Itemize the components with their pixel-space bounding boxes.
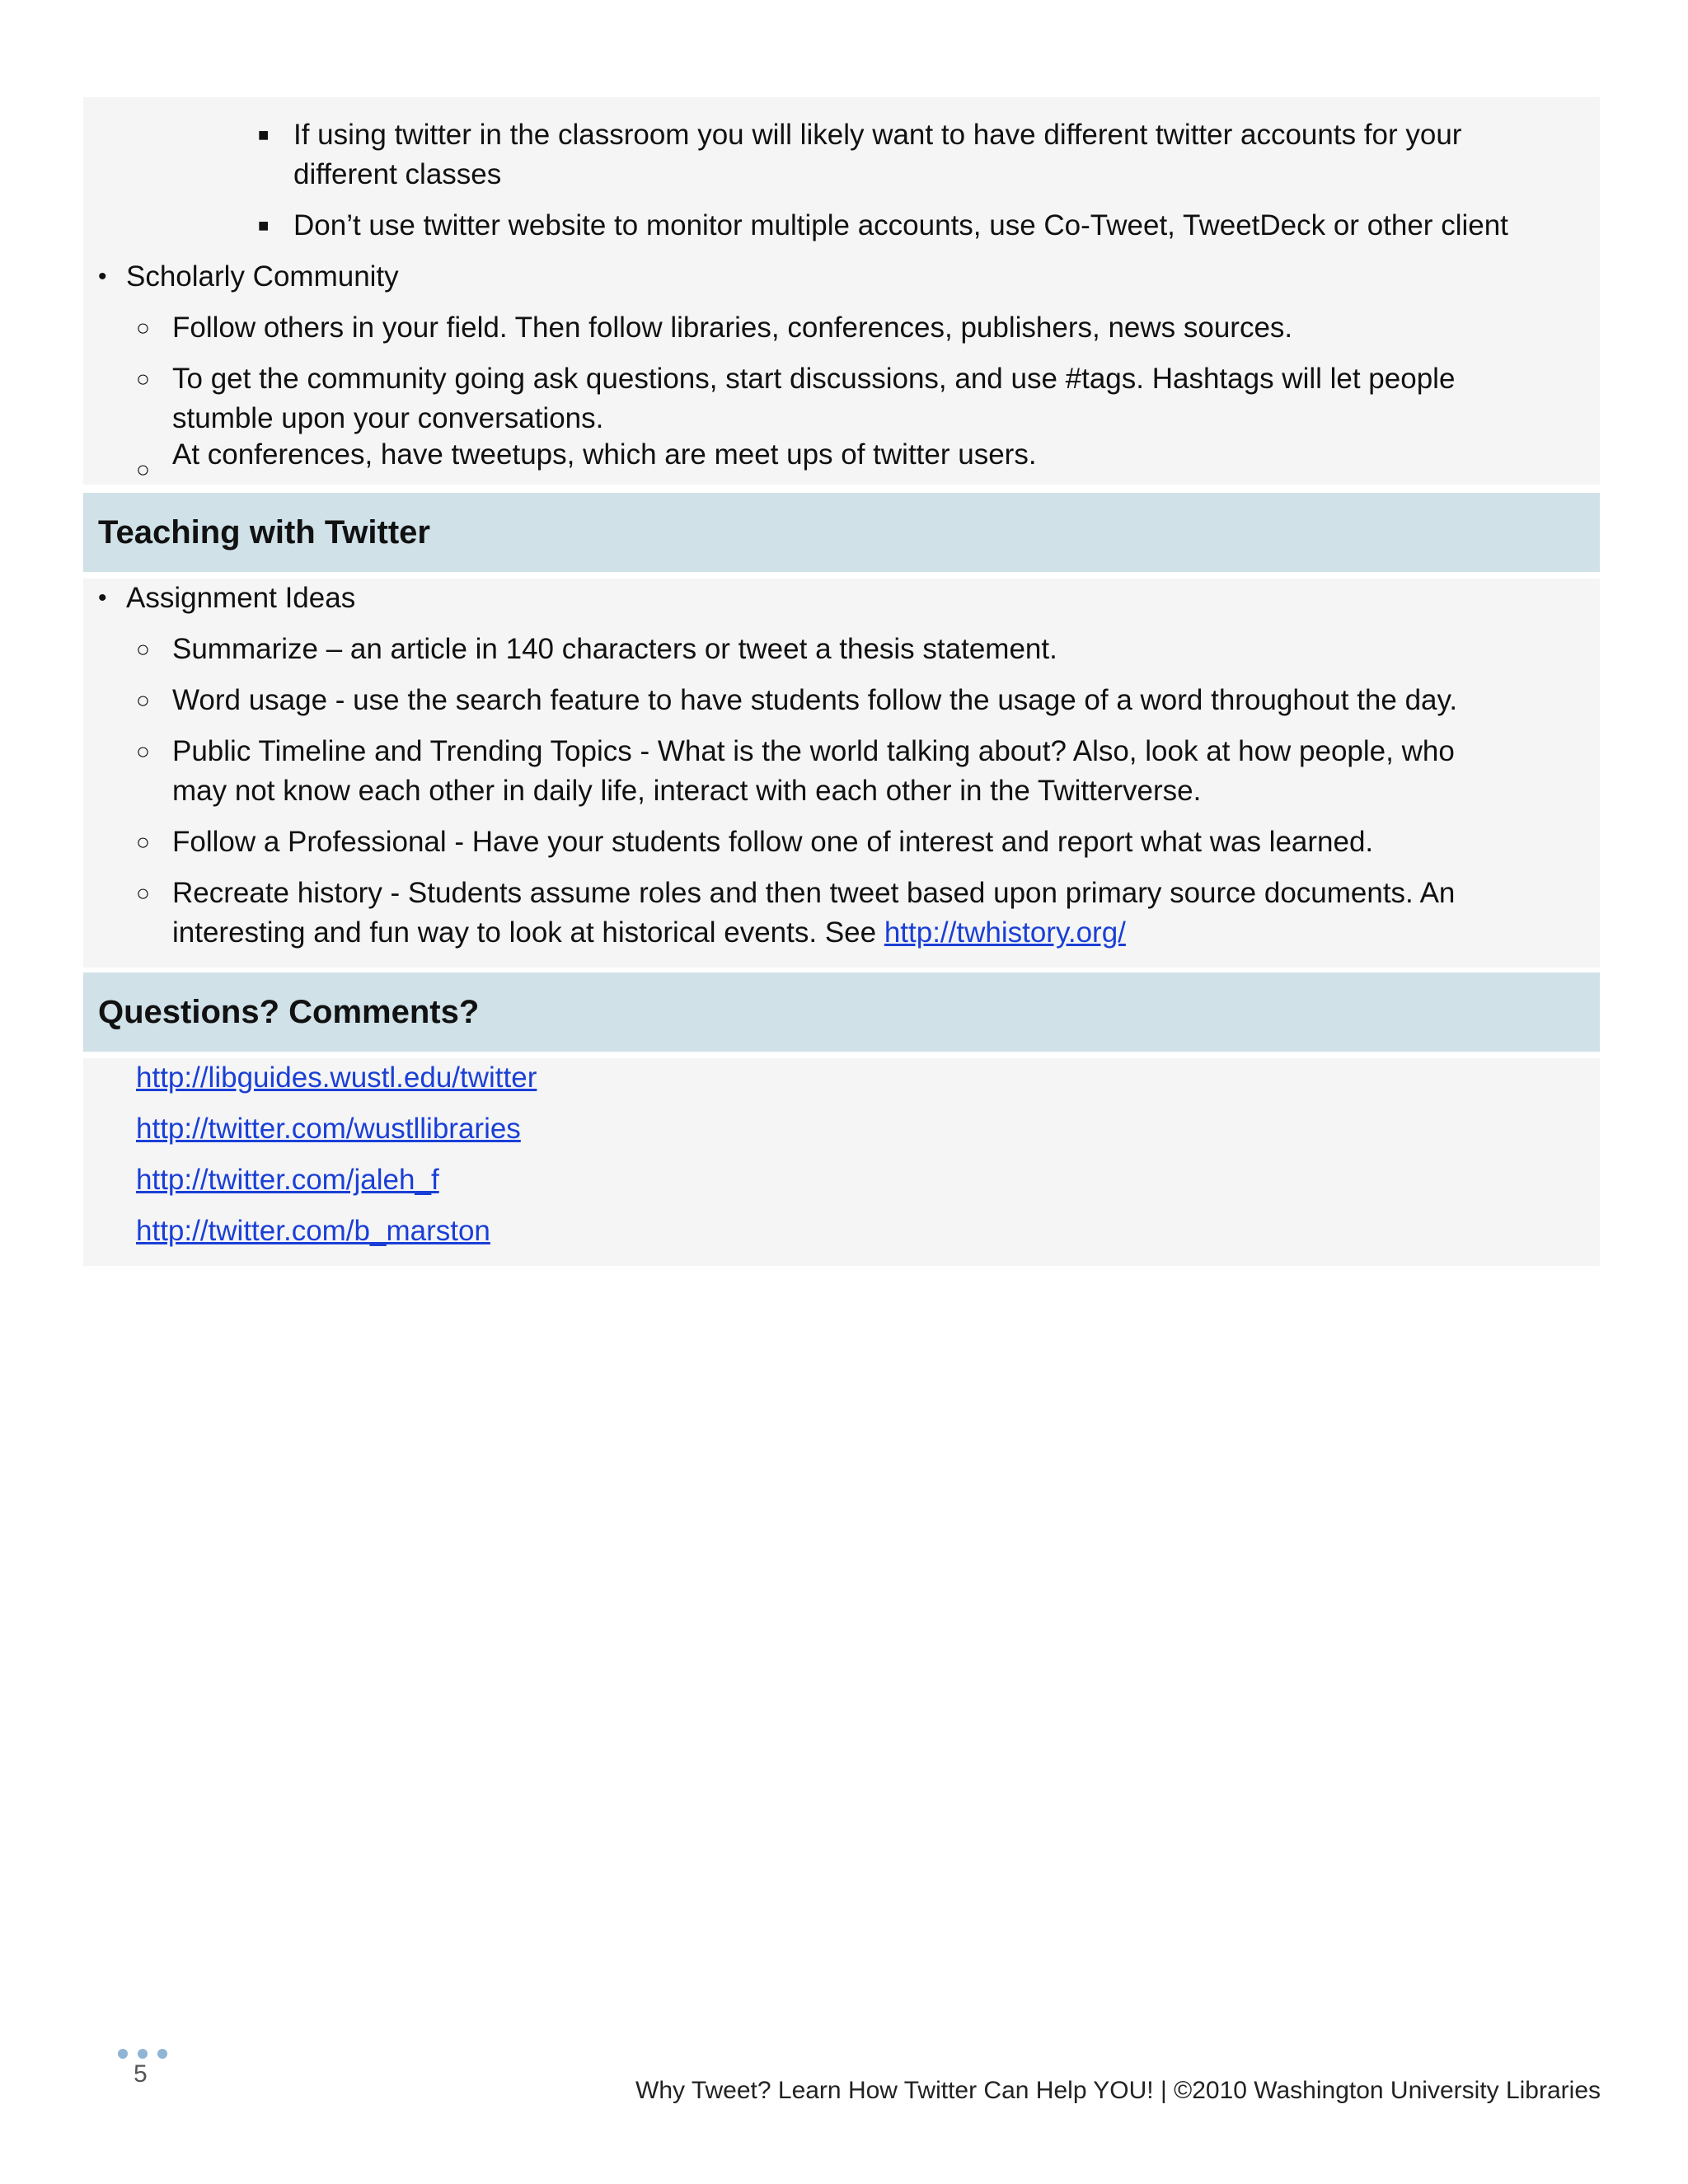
square-bullet-icon: ■ [258, 215, 270, 236]
dot-icon [157, 2049, 167, 2059]
circle-bullet-icon: ○ [136, 636, 150, 662]
libguides-link[interactable]: http://libguides.wustl.edu/twitter [136, 1062, 537, 1094]
dot-bullet-icon: • [98, 584, 107, 612]
circle-bullet-icon: ○ [136, 687, 150, 713]
list-item-line: If using twitter in the classroom you will likely want to have different twitter accounts for your [293, 119, 1462, 151]
circle-bullet-icon: ○ [136, 829, 150, 855]
list-item-line: To get the community going ask questions, start discussions, and use #tags. Hashtags will let people [172, 363, 1456, 395]
section-title: Questions? Comments? [98, 994, 480, 1030]
list-heading: Assignment Ideas [126, 582, 356, 614]
list-item-text: interesting and fun way to look at historical events. See [172, 916, 884, 949]
list-item-line: Public Timeline and Trending Topics - What is the world talking about? Also, look at how people, who [172, 735, 1455, 767]
list-item-line [172, 913, 1126, 953]
list-heading: Scholarly Community [126, 260, 399, 293]
teaching-section [83, 579, 1600, 968]
top-section [83, 97, 1600, 485]
footer-text: Why Tweet? Learn How Twitter Can Help YOU! | ©2010 Washington University Libraries [635, 2077, 1601, 2104]
marston-link[interactable]: http://twitter.com/b_marston [136, 1215, 490, 1247]
dot-icon [118, 2049, 128, 2059]
list-item-line: Summarize – an article in 140 characters or tweet a thesis statement. [172, 633, 1057, 665]
jaleh-link[interactable]: http://twitter.com/jaleh_f [136, 1164, 439, 1196]
list-item-line: Follow others in your field. Then follow libraries, conferences, publishers, news sources. [172, 312, 1293, 344]
questions-header [83, 972, 1600, 1052]
list-item-line: Word usage - use the search feature to have students follow the usage of a word throughout the day. [172, 684, 1458, 716]
dot-bullet-icon: • [98, 263, 107, 290]
circle-bullet-icon: ○ [136, 315, 150, 340]
circle-bullet-icon: ○ [136, 457, 150, 482]
list-item-line: At conferences, have tweetups, which are meet ups of twitter users. [172, 438, 1037, 471]
section-title: Teaching with Twitter [98, 514, 430, 551]
list-item-line: different classes [293, 158, 502, 190]
list-item-line: Don’t use twitter website to monitor multiple accounts, use Co-Tweet, TweetDeck or other client [293, 209, 1508, 241]
square-bullet-icon: ■ [258, 124, 270, 145]
dot-icon [138, 2049, 148, 2059]
teaching-header [83, 493, 1600, 572]
page-number: 5 [134, 2060, 148, 2088]
list-item-line: Recreate history - Students assume roles and then tweet based upon primary source documents. An [172, 877, 1456, 909]
list-item-line: may not know each other in daily life, interact with each other in the Twitterverse. [172, 775, 1202, 807]
list-item-line: Follow a Professional - Have your students follow one of interest and report what was learned. [172, 826, 1374, 858]
circle-bullet-icon: ○ [136, 366, 150, 391]
questions-section [83, 1058, 1600, 1266]
circle-bullet-icon: ○ [136, 738, 150, 764]
circle-bullet-icon: ○ [136, 880, 150, 906]
list-item-line: stumble upon your conversations. [172, 402, 604, 434]
twhistory-link[interactable]: http://twhistory.org/ [884, 916, 1126, 949]
wustllibraries-link[interactable]: http://twitter.com/wustllibraries [136, 1113, 521, 1145]
